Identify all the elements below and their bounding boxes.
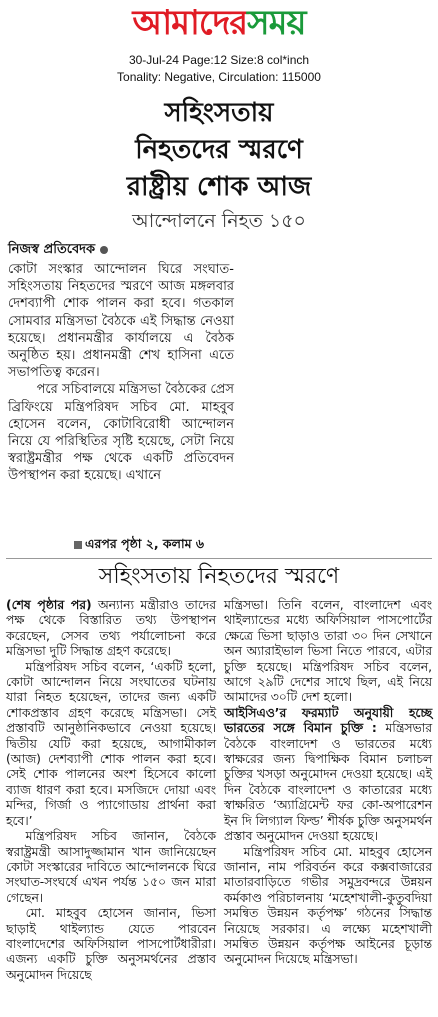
jump-left-column <box>6 598 216 983</box>
right-para-1: মন্ত্রিসভা। তিনি বলেন, বাংলাদেশ এবং থাইল্যান্ডের মধ্যে অফিসিয়াল পাসপোর্টের ক্ষেত্রে ভিসা ছাড়াও তারা ৩০ দিন সেখানে অন অ্যারাইভাল ভিসা নিতে পারবে, এটার চুক্তি হয়েছে। মন্ত্রিপরিষদ সচিব বলেন, আগে ২৯টি দেশের সাথে ছিল, এই নিয়ে আমাদের ৩০টি দেশ হলো। <box>224 598 432 705</box>
lead-paragraph-1: কোটা সংস্কার আন্দোলন ঘিরে সংঘাত-সহিংসতায় নিহতদের স্মরণে আজ মঙ্গলবার দেশব্যাপী শোক পালন করা হবে। গতকাল সোমবার মন্ত্রিসভা বৈঠকে এই সিদ্ধান্ত নেওয়া হয়েছে। প্রধানমন্ত্রীর কার্যালয়ে এ বৈঠক অনুষ্ঠিত হয়। প্রধানমন্ত্রী শেখ হাসিনা এতে সভাপতিত্ব করেন। <box>8 262 234 381</box>
left-para-3: মন্ত্রিপরিষদ সচিব জানান, বৈঠকে স্বরাষ্ট্রমন্ত্রী আসাদুজ্জামান খান জানিয়েছেন কোটা সংস্কারের দাবিতে আন্দোলনকে ঘিরে সংঘাত-সংঘর্ষে এখন পর্যন্ত ১৫০ জন মারা গেছেন। <box>6 829 216 905</box>
continued-from-label: (শেষ পৃষ্ঠার পর) <box>6 598 92 612</box>
headline-line3: রাষ্ট্রীয় শোক আজ <box>126 172 312 202</box>
lead-article <box>8 240 234 551</box>
left-para-2: মন্ত্রিপরিষদ সচিব বলেন, ‘একটি হলো, কোটা আন্দোলন নিয়ে সংঘাতের ঘটনায় যারা নিহত হয়েছেন, তাদের জন্য একটি শোকপ্রস্তাব গ্রহণ করেছে মন্ত্রিসভা। সেই প্রস্তাবটি আনুষ্ঠানিকভাবে নেওয়া হয়েছে। দ্বিতীয় যেটি করা হয়েছে, আগামীকাল (আজ) দেশব্যাপী শোক পালন করা হবে। সেই শোক পালনের অংশ হিসেবে কালো ব্যাজ ধারণ করা হবে। মসজিদে দোয়া এবং মন্দির, গির্জা ও প্যাগোডায় প্রার্থনা করা হবে।’ <box>6 659 216 828</box>
right-para-3: মন্ত্রিপরিষদ সচিব মো. মাহবুব হোসেন জানান, নাম পরিবর্তন করে কক্সবাজারের মাতারবাড়িতে গভীর সমুদ্রবন্দরে উন্নয়ন কর্মকাণ্ড পরিচালনায় ‘মহেশখালী-কুতুবদিয়া সমন্বিত উন্নয়ন কর্তৃপক্ষ’ গঠনের সিদ্ধান্ত নিয়েছে সরকার। এ লক্ষ্যে মহেশখালী সমন্বিত উন্নয়ন কর্তৃপক্ষ আইনের চূড়ান্ত অনুমোদন দিয়েছে মন্ত্রিসভা। <box>224 844 432 967</box>
clip-meta-line1: 30-Jul-24 Page:12 Size:8 col*inch <box>128 53 310 67</box>
masthead-part1: আমাদের <box>132 3 248 43</box>
byline: নিজস্ব প্রতিবেদক <box>8 240 234 261</box>
right-para-2: আইসিএও’র ফরম্যাট অনুযায়ী হচ্ছে ভারতের সঙ্গে বিমান চুক্তি : মন্ত্রিসভার বৈঠকে বাংলাদেশ ও ভারতের মধ্যে স্বাক্ষরের জন্য দ্বিপাক্ষিক বিমান চলাচল চুক্তির খসড়া অনুমোদন দেওয়া হয়েছে। এই দিন বৈঠকে বাংলাদেশ ও কাতারের মধ্যে স্বাক্ষরিত ‘অ্যাগ্রিমেন্ট ফর কো-অপারেশন ইন দি লিগ্যাল ফিল্ড’ শীর্ষক চুক্তি অনুসমর্থন প্রস্তাব অনুমোদন দেওয়া হয়েছে। <box>224 705 432 844</box>
newspaper-masthead <box>0 0 438 48</box>
headline-line1: সহিংসতায় <box>164 98 274 128</box>
clip-meta-line2: Tonality: Negative, Circulation: 115000 <box>117 70 321 84</box>
jump-title: সহিংসতায় নিহতদের স্মরণে <box>98 564 340 589</box>
masthead-part2: সময় <box>247 3 306 43</box>
headline-line2: নিহতদের স্মরণে <box>135 135 303 165</box>
square-bullet-icon <box>74 541 82 549</box>
bullet-dot-icon <box>100 246 108 254</box>
right-subhead: আইসিএও’র ফরম্যাট অনুযায়ী হচ্ছে ভারতের সঙ্গে বিমান চুক্তি : <box>224 705 432 736</box>
jump-right-column <box>224 598 432 968</box>
left-para-1: (শেষ পৃষ্ঠার পর) অন্যান্য মন্ত্রীরাও তাদের পক্ষ থেকে বিস্তারিত তথ্য উপস্থাপন করেছেন, সেসব তথ্য পর্যালোচনা করে মন্ত্রিসভা দুটি সিদ্ধান্ত গ্রহণ করেছে। <box>6 598 216 659</box>
continued-on: এরপর পৃষ্ঠা ২, কলাম ৬ <box>74 536 204 556</box>
left-para-4: মো. মাহবুব হোসেন জানান, ভিসা ছাড়াই থাইল্যান্ড যেতে পারবেন বাংলাদেশের অফিসিয়াল পাসপোর্টধারীরা। এজন্য একটি চুক্তি অনুসমর্থনের প্রস্তাব অনুমোদন দিয়েছে <box>6 906 216 982</box>
subheadline: আন্দোলনে নিহত ১৫০ <box>132 210 306 232</box>
lead-paragraph-2: পরে সচিবালয়ে মন্ত্রিসভা বৈঠকের প্রেস ব্রিফিংয়ে মন্ত্রিপরিষদ সচিব মো. মাহবুব হোসেন বলেন, কোটাবিরোধী আন্দোলন নিয়ে যে পরিস্থিতির সৃষ্টি হয়েছে, সেটা নিয়ে স্বরাষ্ট্রমন্ত্রীর পক্ষ থেকে একটি প্রতিবেদন উপস্থাপন করা হয়েছে। এখানে <box>8 382 234 484</box>
section-divider <box>6 558 432 559</box>
